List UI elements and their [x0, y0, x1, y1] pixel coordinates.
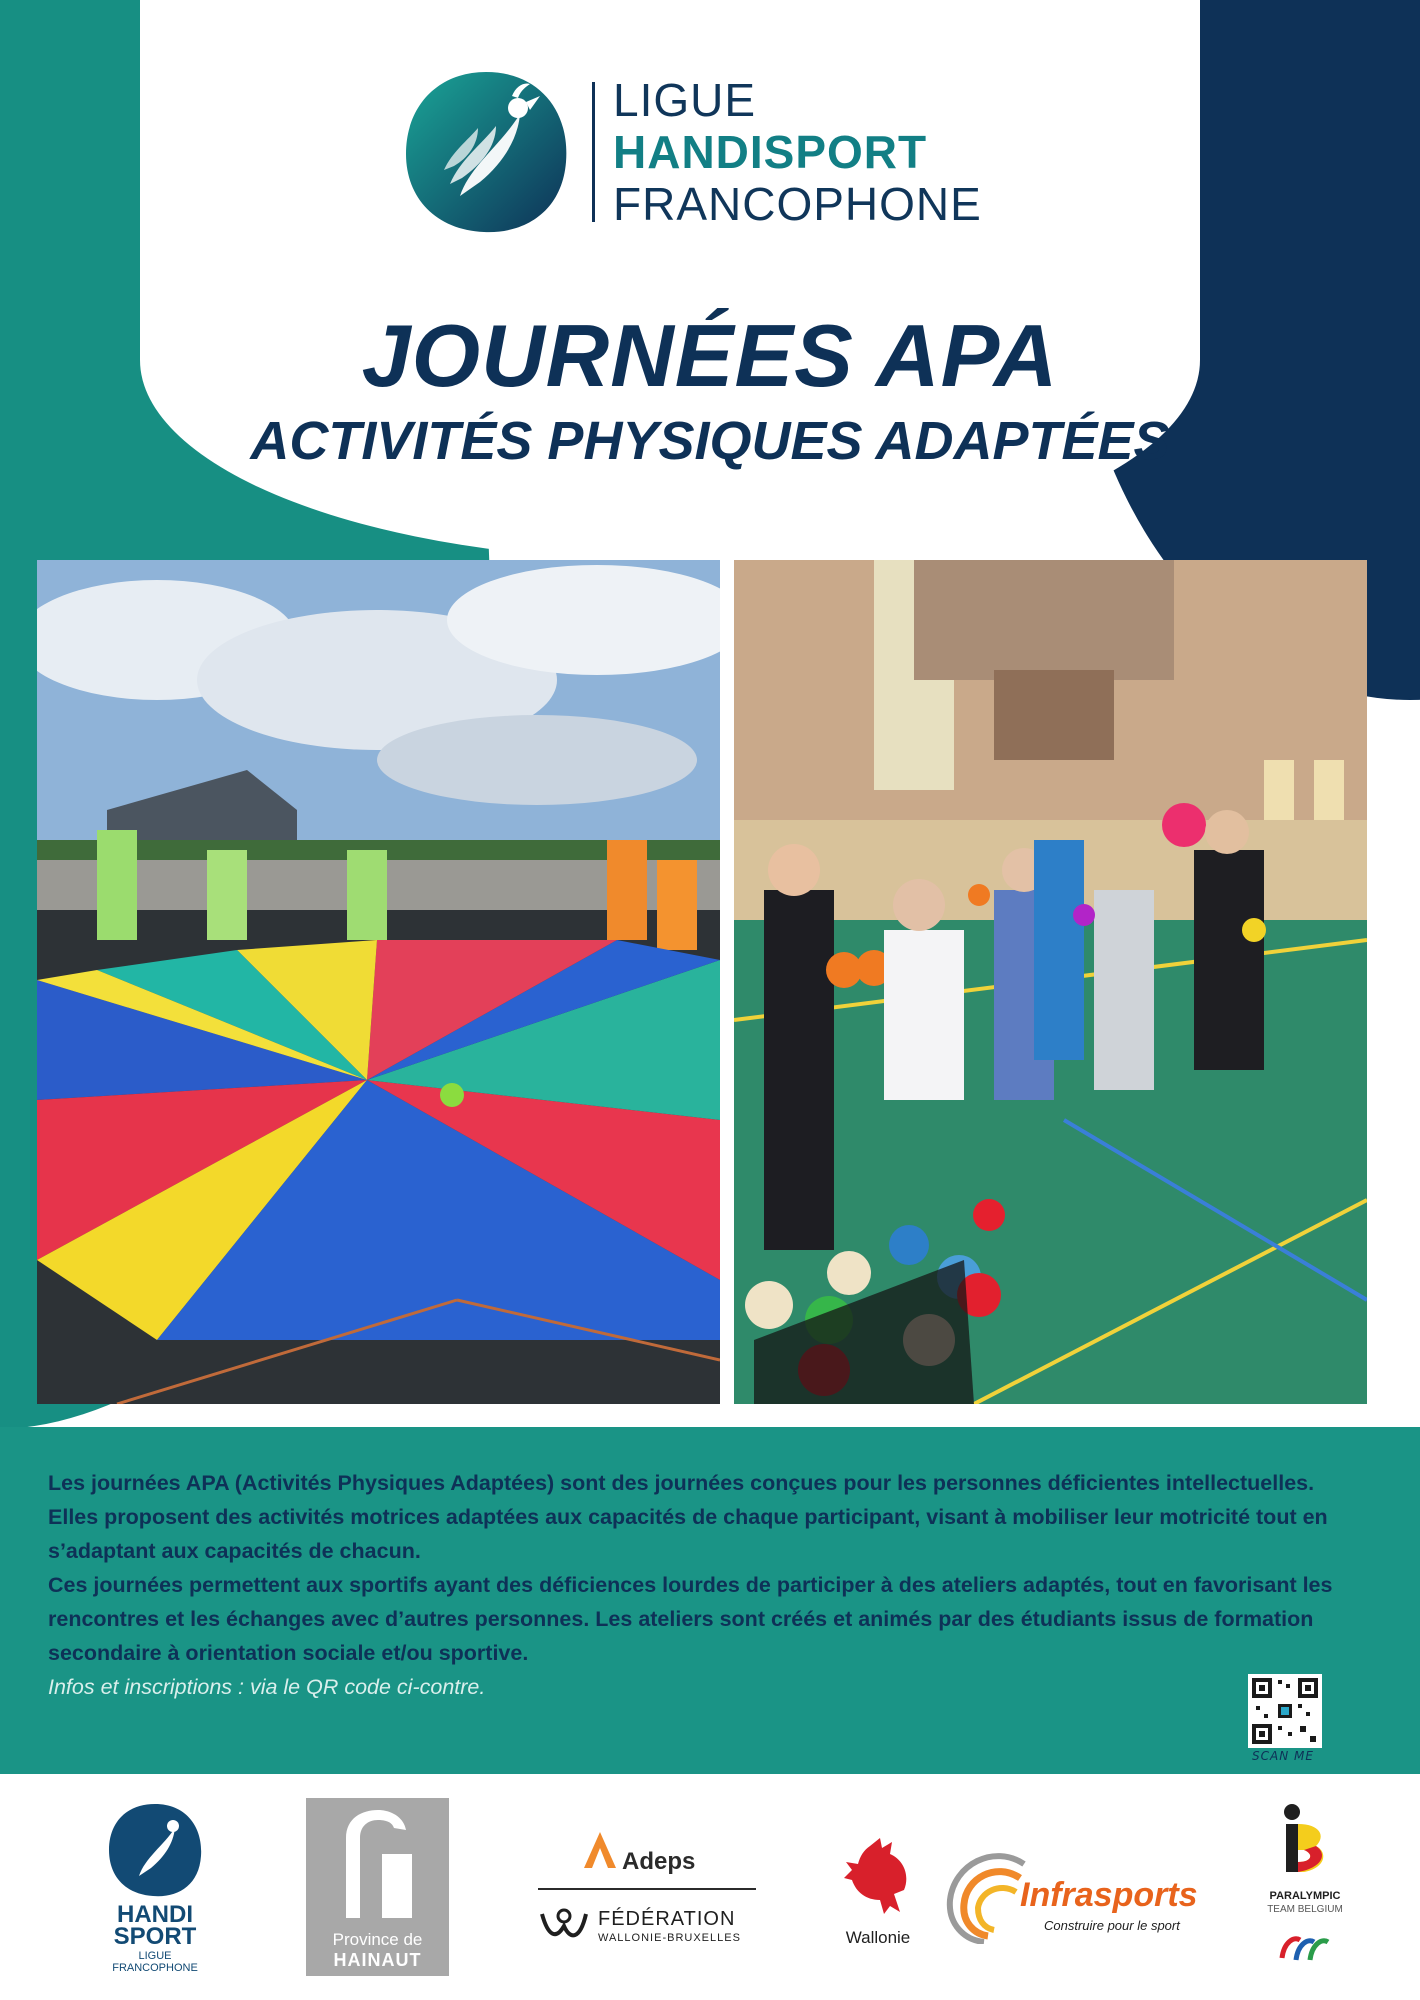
qr-scan-label: SCAN ME [1252, 1749, 1314, 1763]
sponsor-paralympic-line2: TEAM BELGIUM [1267, 1904, 1343, 1915]
sponsor-handisport-line2: SPORT [113, 1923, 197, 1950]
logo-line-francophone: FRANCOPHONE [613, 178, 982, 230]
sponsor-adeps-label: Adeps [622, 1848, 696, 1875]
sponsor-paralympic [1250, 1802, 1360, 1972]
sponsor-infrasports [944, 1844, 1206, 1954]
qr-code-block[interactable] [1236, 1672, 1346, 1772]
description-paragraph-1: Les journées APA (Activités Physiques Adaptées) sont des journées conçues pour les personnes déficientes intellectuelles. Elles proposent des activités motrices adaptées aux capacités de chaque participant, visant à mobiliser leur motricité tout en s’adaptant aux capacités de chacun. [48, 1471, 1328, 1563]
logo-separator [592, 82, 595, 222]
sponsor-hainaut [306, 1798, 449, 1976]
sponsor-divider [538, 1888, 756, 1890]
fwb-logo-icon [538, 1906, 592, 1946]
sponsor-hainaut-line2: HAINAUT [333, 1950, 422, 1970]
sponsor-hainaut-line1: Province de [332, 1930, 423, 1949]
photo-indoor-ball-activity [734, 560, 1367, 1404]
photo-parachute-game [37, 560, 720, 1404]
adeps-chevron-icon [580, 1828, 620, 1868]
paralympic-team-belgium-icon [1272, 1802, 1338, 1884]
handisport-bird-logo-icon [400, 66, 572, 238]
qr-code-icon[interactable] [1248, 1674, 1322, 1748]
sponsor-wallonie-label: Wallonie [845, 1928, 911, 1947]
wallonie-rooster-icon [840, 1836, 916, 1916]
sponsor-handisport [100, 1800, 210, 1974]
sponsor-federation-line2: WALLONIE-BRUXELLES [598, 1932, 741, 1944]
sponsor-paralympic-line1: PARALYMPIC [1269, 1890, 1341, 1902]
handisport-logo-icon [105, 1800, 205, 1900]
header-logo [400, 66, 982, 238]
page-subtitle: ACTIVITÉS PHYSIQUES ADAPTÉES [250, 411, 1170, 471]
sponsor-wallonie [834, 1836, 922, 1956]
logo-line-ligue: LIGUE [613, 74, 757, 126]
logo-wordmark [613, 74, 982, 230]
sponsor-handisport-line4: FRANCOPHONE [112, 1962, 198, 1974]
sponsor-infrasports-name: Infrasports [1020, 1876, 1198, 1914]
hainaut-emblem-icon [336, 1808, 420, 1918]
sponsor-handisport-line1: HANDI [117, 1901, 193, 1928]
description-infos: Infos et inscriptions : via le QR code ci-contre. [48, 1675, 486, 1699]
sponsor-logos [0, 1780, 1420, 2000]
agitos-icon [1278, 1930, 1332, 1964]
logo-line-handisport: HANDISPORT [613, 126, 928, 178]
sponsor-handisport-line3: LIGUE [138, 1950, 172, 1962]
page-title: JOURNÉES APA [361, 306, 1059, 405]
description-text [48, 1466, 1368, 1704]
sponsor-adeps-fwb [538, 1828, 758, 1948]
sponsor-federation-line1: FÉDÉRATION [598, 1908, 736, 1930]
sponsor-infrasports-tagline: Construire pour le sport [1044, 1918, 1180, 1933]
description-paragraph-2: Ces journées permettent aux sportifs ayant des déficiences lourdes de participer à des ateliers adaptés, tout en favorisant les rencontres et les échanges avec d’autres personnes. Les ateliers sont créés et animés par des étudiants issus de formation secondaire à orientation sociale et/ou sportive. [48, 1573, 1333, 1665]
